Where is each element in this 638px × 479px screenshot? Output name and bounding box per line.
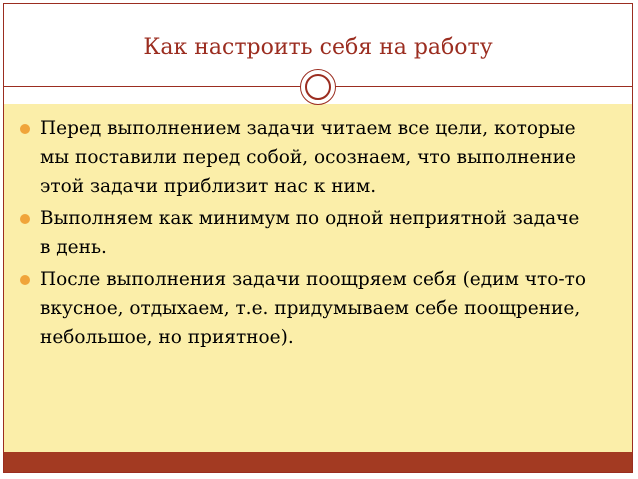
bullet-dot-icon	[20, 124, 30, 134]
bullet-text-3: После выполнения задачи поощряем себя (едим что-то вкусное, отдыхаем, т.е. придумываем себе поощрение, небольшое, но приятное).	[40, 269, 586, 348]
bullet-item-2	[18, 204, 593, 262]
bullet-item-3	[18, 265, 593, 352]
circle-ornament-inner	[305, 74, 331, 100]
bottom-bar	[4, 452, 632, 472]
content-area	[4, 104, 632, 452]
bullet-list	[18, 114, 593, 355]
bullet-dot-icon	[20, 275, 30, 285]
slide-title: Как настроить себя на работу	[143, 35, 493, 60]
bullet-item-1	[18, 114, 593, 201]
circle-ornament-icon	[300, 69, 336, 105]
bullet-text-2: Выполняем как минимум по одной неприятной задаче в день.	[40, 208, 580, 258]
bullet-text-1: Перед выполнением задачи читаем все цели, которые мы поставили перед собой, осознаем, что выполнение этой задачи приблизит нас к ним.	[40, 118, 576, 197]
bullet-dot-icon	[20, 214, 30, 224]
